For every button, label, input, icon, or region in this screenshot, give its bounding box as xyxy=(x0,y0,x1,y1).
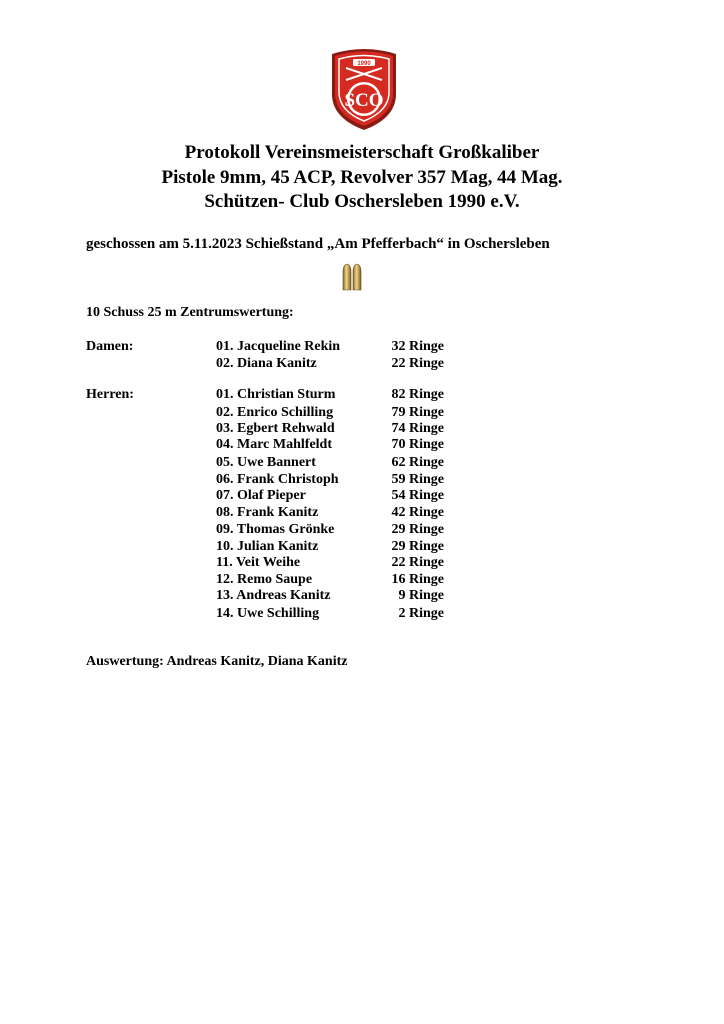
result-row xyxy=(0,405,724,422)
competitor-score: 79 Ringe xyxy=(391,405,444,420)
competitor-score: 2 Ringe xyxy=(398,606,444,621)
competitor-name: 09. Thomas Grönke xyxy=(216,522,335,537)
competitor-name: 08. Frank Kanitz xyxy=(216,505,319,520)
competitor-score: 22 Ringe xyxy=(391,356,444,371)
result-row xyxy=(0,522,724,539)
scoring-mode: 10 Schuss 25 m Zentrumswertung: xyxy=(86,305,294,320)
result-row xyxy=(0,455,724,472)
competitor-score: 62 Ringe xyxy=(391,455,444,470)
result-row xyxy=(0,339,724,356)
competitor-score: 9 Ringe xyxy=(398,588,444,603)
competitor-name: 06. Frank Christoph xyxy=(216,472,339,487)
competitor-score: 54 Ringe xyxy=(391,488,444,503)
competitor-name: 02. Diana Kanitz xyxy=(216,356,317,371)
competitor-score: 70 Ringe xyxy=(391,437,444,452)
competitor-name: 04. Marc Mahlfeldt xyxy=(216,437,332,452)
result-row xyxy=(0,387,724,404)
result-row xyxy=(0,472,724,489)
evaluation-credits: Auswertung: Andreas Kanitz, Diana Kanitz xyxy=(86,654,348,669)
result-row xyxy=(0,421,724,438)
competitor-name: 01. Jacqueline Rekin xyxy=(216,339,341,354)
logo-year: 1990 xyxy=(357,61,371,67)
sco-club-shield-icon xyxy=(326,46,402,132)
competitor-name: 13. Andreas Kanitz xyxy=(216,588,331,603)
competitor-score: 32 Ringe xyxy=(391,339,444,354)
category-damen-label: Damen: xyxy=(86,339,134,354)
title-line-1: Protokoll Vereinsmeisterschaft Großkaliber xyxy=(184,142,540,163)
competitor-name: 05. Uwe Bannert xyxy=(216,455,316,470)
result-row xyxy=(0,539,724,556)
result-row xyxy=(0,606,724,623)
result-row xyxy=(0,437,724,454)
result-row xyxy=(0,588,724,605)
competitor-name: 12. Remo Saupe xyxy=(216,572,313,587)
competitor-name: 07. Olaf Pieper xyxy=(216,488,306,503)
result-row xyxy=(0,488,724,505)
competitor-score: 59 Ringe xyxy=(391,472,444,487)
logo-letters: SCO xyxy=(344,90,384,111)
result-row xyxy=(0,356,724,373)
bullet-cartridges-icon xyxy=(337,262,367,292)
competitor-score: 29 Ringe xyxy=(391,522,444,537)
competitor-score: 22 Ringe xyxy=(391,555,444,570)
title-line-2: Pistole 9mm, 45 ACP, Revolver 357 Mag, 44 Mag. xyxy=(161,167,563,188)
category-herren-label: Herren: xyxy=(86,387,134,402)
competitor-score: 74 Ringe xyxy=(391,421,444,436)
result-row xyxy=(0,572,724,589)
competitor-name: 03. Egbert Rehwald xyxy=(216,421,335,436)
title-line-3: Schützen- Club Oschersleben 1990 e.V. xyxy=(204,191,520,212)
result-row xyxy=(0,555,724,572)
shot-info: geschossen am 5.11.2023 Schießstand „Am Pfefferbach“ in Oschersleben xyxy=(86,236,550,252)
competitor-name: 01. Christian Sturm xyxy=(216,387,336,402)
competitor-score: 82 Ringe xyxy=(391,387,444,402)
competitor-score: 29 Ringe xyxy=(391,539,444,554)
competitor-name: 14. Uwe Schilling xyxy=(216,606,320,621)
competitor-name: 10. Julian Kanitz xyxy=(216,539,319,554)
result-row xyxy=(0,505,724,522)
competitor-score: 42 Ringe xyxy=(391,505,444,520)
competitor-score: 16 Ringe xyxy=(391,572,444,587)
competitor-name: 02. Enrico Schilling xyxy=(216,405,334,420)
competitor-name: 11. Veit Weihe xyxy=(216,555,301,570)
